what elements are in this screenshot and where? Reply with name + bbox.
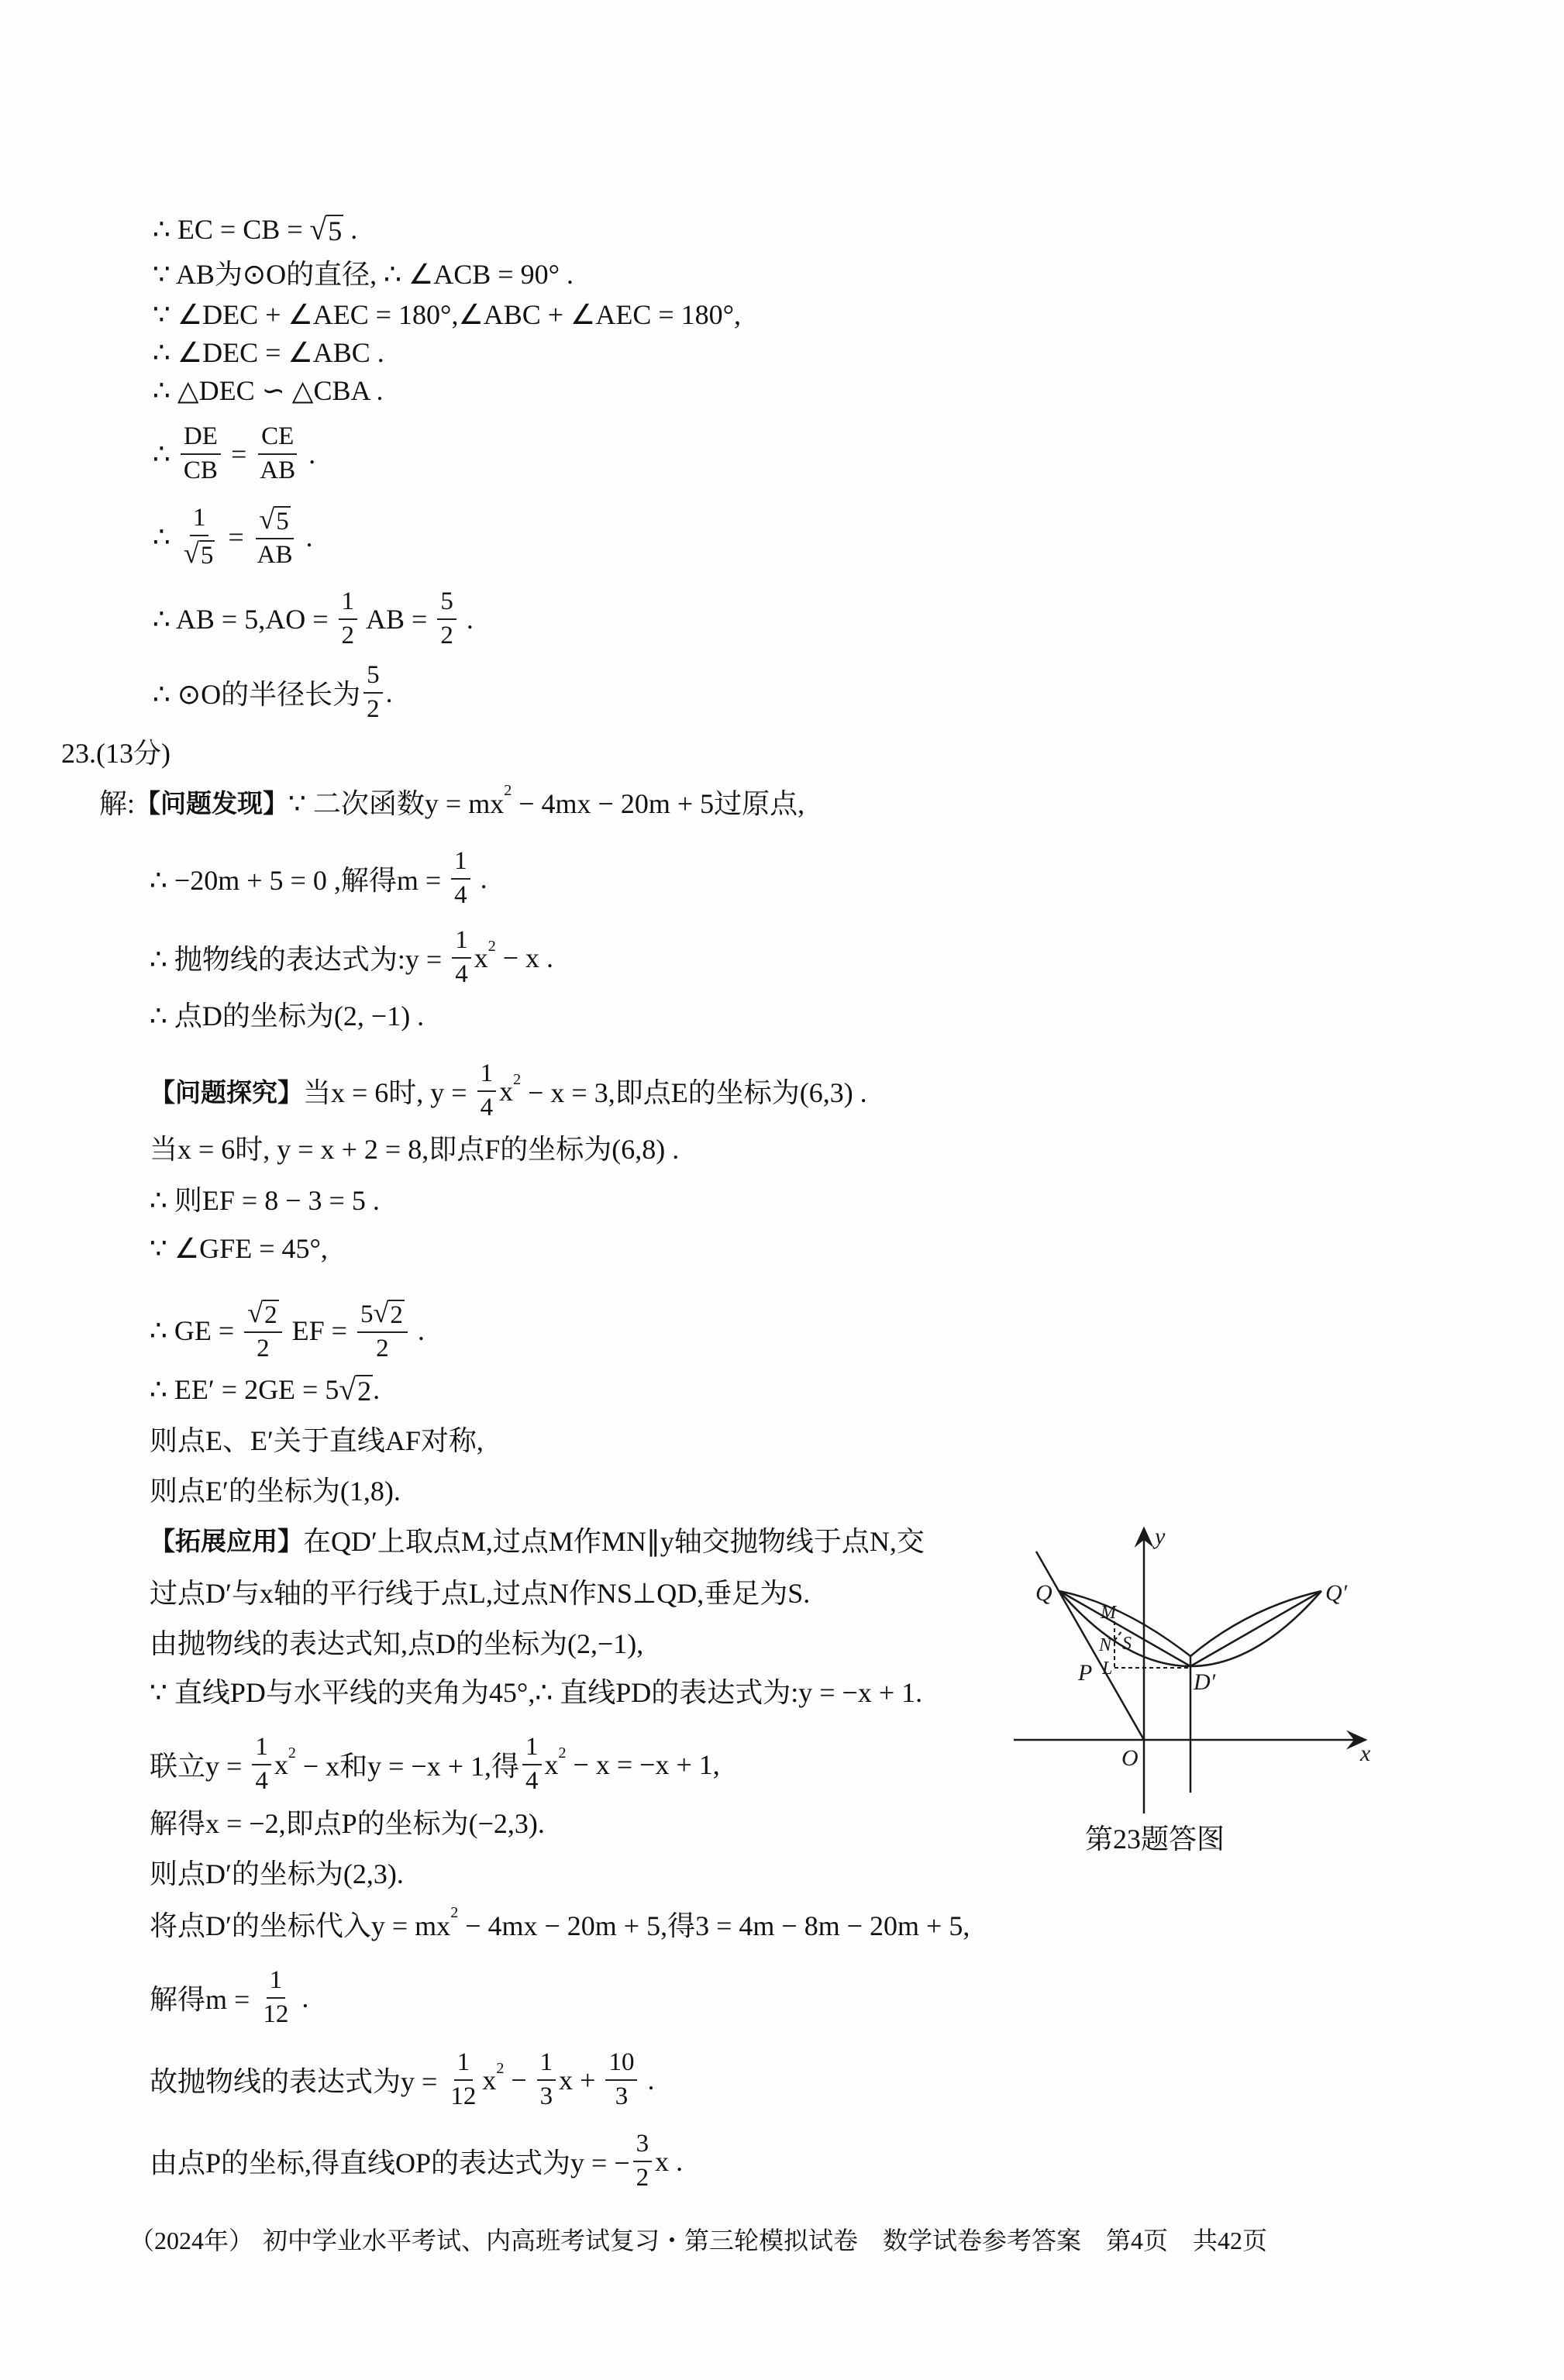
math-text: 1 [341, 587, 355, 615]
numerator [363, 661, 383, 694]
line-op [1036, 1552, 1144, 1740]
math-text: 2 [341, 621, 355, 649]
math-text: 1 [269, 1966, 283, 1994]
solution-line [153, 422, 315, 486]
fraction [257, 422, 298, 486]
superscript: 2 [513, 1071, 522, 1089]
denominator [253, 1333, 273, 1364]
math-text: 2 [440, 621, 453, 649]
math-text: 由抛物线的表达式知,点D的坐标为(2,−1), [150, 1627, 644, 1659]
math-text: x . [655, 2145, 684, 2177]
radical-sign: √ [373, 1297, 389, 1328]
numerator [451, 847, 470, 880]
math-text: 1 [525, 1733, 539, 1761]
math-text: ∵ 二次函数y = mx [288, 787, 505, 819]
math-text: 4 [525, 1766, 539, 1795]
math-text: 1 [455, 926, 468, 954]
label-o: O [1121, 1745, 1139, 1771]
numerator [605, 2048, 637, 2081]
math-text: ∴ 则EF = 8 − 3 = 5 . [150, 1184, 380, 1216]
denominator [522, 1765, 542, 1796]
math-text: = [221, 521, 251, 553]
math-text: x + [559, 2064, 603, 2096]
math-text: . [301, 438, 316, 470]
math-text: − x . [495, 942, 554, 973]
solution-line [150, 1059, 867, 1123]
fraction [537, 2048, 556, 2112]
solution-line [153, 367, 383, 414]
solution-line [150, 1900, 970, 1947]
fraction [477, 1059, 497, 1123]
section-heading: 【问题发现】 [135, 787, 289, 818]
square-root [259, 504, 290, 536]
denominator [181, 536, 218, 570]
numerator [339, 587, 358, 620]
radicand: 2 [357, 1376, 372, 1407]
numerator [267, 1966, 286, 1999]
solution-line [150, 1415, 484, 1462]
math-text: 1 [456, 2048, 470, 2076]
fraction [437, 587, 456, 651]
label-q-prime: Q′ [1325, 1580, 1348, 1606]
math-text: x [499, 1075, 514, 1107]
numerator [633, 2130, 653, 2162]
numerator [522, 1733, 542, 1765]
solution-line [150, 1124, 679, 1170]
segment-dq [1190, 1591, 1321, 1666]
fraction [452, 926, 471, 990]
denominator [477, 1092, 497, 1123]
denominator [633, 2162, 653, 2193]
fraction [363, 661, 383, 725]
denominator [437, 620, 456, 651]
label-n: N [1099, 1635, 1112, 1655]
solution-line [150, 926, 553, 990]
solution-line [150, 990, 424, 1037]
solution-line [150, 1516, 925, 1562]
fraction [357, 1297, 408, 1364]
radical-sign: √ [247, 1297, 264, 1328]
superscript: 2 [288, 1745, 296, 1762]
math-text: 5 [360, 1300, 374, 1328]
solution-line [150, 1175, 380, 1221]
math-text: 5 [367, 661, 380, 689]
math-text: 4 [455, 959, 468, 988]
solution-line [150, 1225, 328, 1272]
math-text: ∵ ∠DEC + ∠AEC = 180°,∠ABC + ∠AEC = 180°, [153, 299, 742, 330]
math-text: 则点E、E′关于直线AF对称, [150, 1424, 484, 1456]
numerator [477, 1059, 497, 1092]
math-text: AB = [360, 603, 435, 635]
math-text: ∵ ∠GFE = 45°, [150, 1233, 328, 1264]
denominator [260, 1999, 291, 2030]
math-text: 23.(13分) [61, 737, 171, 769]
math-text: . [459, 603, 474, 635]
math-text: 3 [539, 2082, 553, 2110]
radicand: 5 [200, 542, 214, 570]
math-text: 则点D′的坐标为(2,3). [150, 1858, 404, 1889]
math-text: − 4mx − 20m + 5过原点, [512, 787, 805, 819]
math-text: ∴ 抛物线的表达式为:y = [150, 944, 450, 976]
math-text: 12 [263, 1999, 289, 2028]
math-text: 解: [99, 787, 136, 819]
denominator [181, 455, 221, 486]
numerator [244, 1297, 281, 1333]
denominator [373, 1333, 392, 1364]
section-heading: 【拓展应用】 [150, 1525, 303, 1556]
math-text: AB [257, 540, 293, 569]
math-text: 过点D′与x轴的平行线于点L,过点N作NS⊥QD,垂足为S. [150, 1577, 811, 1609]
denominator [447, 2081, 479, 2112]
denominator [612, 2081, 632, 2112]
radical-sign: √ [259, 504, 275, 535]
solution-line [150, 1798, 545, 1844]
label-m: M [1101, 1603, 1116, 1623]
label-l: L [1102, 1658, 1113, 1679]
math-text: 将点D′的坐标代入y = mx [150, 1910, 451, 1941]
math-text: − x = −x + 1, [566, 1748, 720, 1780]
numerator [190, 504, 209, 536]
denominator [252, 1765, 271, 1796]
math-text: CB [183, 456, 218, 484]
math-text: 3 [615, 2082, 629, 2110]
label-y: y [1155, 1524, 1166, 1549]
math-text: − [504, 2064, 534, 2096]
math-text: CE [261, 422, 295, 450]
curve-upper [1059, 1591, 1321, 1656]
solution-line [153, 206, 357, 253]
math-text: − x和y = −x + 1,得 [295, 1751, 520, 1782]
radicand: 5 [276, 508, 289, 536]
math-text: ∴ EE′ = 2GE = 5 [150, 1374, 339, 1405]
math-text: x [482, 2064, 497, 2096]
numerator [258, 422, 297, 455]
math-text: 5 [440, 587, 453, 615]
fraction [252, 1733, 271, 1796]
math-text: ∵ AB为⊙O的直径, ∴ ∠ACB = 90° . [153, 258, 574, 290]
segment-qd [1059, 1591, 1190, 1666]
fraction [181, 422, 221, 486]
math-text: x [274, 1748, 288, 1780]
solution-line [153, 504, 312, 570]
solution-line [150, 1466, 401, 1512]
fraction [260, 1966, 291, 2030]
math-text: . [373, 1374, 381, 1405]
solution-line [150, 847, 487, 911]
math-text: ∴ ⊙O的半径长为 [153, 679, 361, 711]
label-s: S [1122, 1634, 1132, 1654]
square-root [184, 538, 215, 570]
superscript: 2 [558, 1745, 567, 1762]
math-text: 解得x = −2,即点P的坐标为(−2,3). [150, 1807, 545, 1839]
math-text: ∴ −20m + 5 = 0 ,解得m = [150, 865, 449, 897]
denominator [254, 539, 296, 570]
superscript: 2 [487, 938, 496, 956]
label-x: x [1360, 1741, 1371, 1766]
label-q: Q [1035, 1580, 1052, 1606]
solution-line [150, 1618, 643, 1665]
numerator [537, 2048, 556, 2081]
math-text: . [640, 2064, 655, 2096]
solution-line [153, 587, 474, 651]
math-text: DE [183, 422, 218, 450]
math-text: ∵ 直线PD与水平线的夹角为45°,∴ 直线PD的表达式为:y = −x + 1. [150, 1676, 923, 1708]
radical-sign: √ [339, 1373, 357, 1407]
superscript: 2 [450, 1903, 459, 1921]
math-text: ∴ GE = [150, 1314, 242, 1346]
segment-ns [1114, 1631, 1121, 1641]
math-text: 10 [608, 2048, 635, 2076]
fraction [447, 2048, 479, 2112]
math-text: = [223, 438, 254, 470]
math-text: 则点E′的坐标为(1,8). [150, 1475, 401, 1507]
denominator [451, 880, 470, 911]
fraction [633, 2130, 653, 2193]
label-d-prime: D′ [1194, 1669, 1216, 1695]
section-heading: 【问题探究】 [150, 1077, 303, 1108]
math-text: ∴ ∠DEC = ∠ABC . [153, 337, 384, 368]
math-text: ∴ [153, 438, 177, 470]
math-text: 由点P的坐标,得直线OP的表达式为y = − [150, 2148, 630, 2179]
math-text: 12 [450, 2082, 477, 2110]
math-text: 解得m = [150, 1984, 257, 2016]
radicand: 2 [390, 1301, 403, 1330]
label-p: P [1078, 1660, 1093, 1686]
math-text: 1 [255, 1733, 268, 1761]
solution-line [150, 1667, 922, 1714]
math-text: − 4mx − 20m + 5,得3 = 4m − 8m − 20m + 5, [458, 1910, 970, 1941]
solution-line [150, 2130, 683, 2193]
solution-line [150, 1966, 308, 2030]
fraction [181, 504, 218, 570]
fraction [522, 1733, 542, 1796]
solution-line [150, 2048, 654, 2112]
math-text: 2 [636, 2163, 649, 2192]
square-root [339, 1372, 373, 1407]
denominator [339, 620, 358, 651]
math-text: − x = 3,即点E的坐标为(6,3) . [521, 1077, 867, 1109]
math-text: ∴ EC = CB = [153, 214, 310, 245]
page-footer: （2024年） 初中学业水平考试、内高班考试复习・第三轮模拟试卷 数学试卷参考答案 第4页 共42页 [129, 2227, 1268, 2254]
math-text: AB [260, 456, 296, 484]
denominator [537, 2081, 556, 2112]
solution-line [150, 1848, 404, 1895]
math-text: 2 [376, 1334, 389, 1362]
superscript: 2 [504, 781, 512, 799]
math-text: ∴ △DEC ∽ △CBA . [153, 375, 384, 406]
solution-line [150, 1568, 810, 1614]
numerator [437, 587, 456, 620]
math-text: 4 [255, 1766, 268, 1795]
radicand: 5 [328, 215, 343, 247]
math-text: 2 [257, 1334, 270, 1362]
math-text: x [474, 942, 488, 973]
math-text: 1 [480, 1059, 494, 1087]
denominator [452, 959, 471, 990]
fraction [605, 2048, 637, 2112]
math-text: 3 [636, 2130, 649, 2158]
math-text: 故抛物线的表达式为y = [150, 2066, 445, 2098]
solution-line [153, 661, 393, 725]
math-text: 当x = 6时, y = x + 2 = 8,即点F的坐标为(6,8) . [150, 1133, 680, 1165]
math-text: 1 [192, 504, 206, 532]
denominator [257, 455, 298, 486]
fraction [254, 504, 296, 570]
math-text: . [298, 521, 313, 553]
radical-sign: √ [309, 212, 327, 246]
figure-caption: 第23题答图 [1085, 1824, 1225, 1855]
square-root [373, 1297, 404, 1330]
fraction [339, 587, 358, 651]
math-text: 在QD′上取点M,过点M作MN∥y轴交抛物线于点N,交 [303, 1525, 925, 1557]
math-text: 2 [367, 694, 380, 723]
math-text: . [410, 1314, 425, 1346]
solution-line [99, 778, 804, 825]
math-text: 1 [539, 2048, 553, 2076]
math-text: ∴ 点D的坐标为(2, −1) . [150, 1000, 425, 1032]
numerator [357, 1297, 408, 1333]
solution-line [153, 249, 574, 295]
math-text: . [343, 214, 358, 245]
numerator [181, 422, 221, 455]
math-text: 联立y = [150, 1751, 250, 1782]
math-text: ∴ AB = 5,AO = [153, 603, 336, 635]
square-root [310, 212, 344, 247]
math-text: x [544, 1748, 559, 1780]
math-text: 4 [454, 880, 467, 909]
math-text: 当x = 6时, y = [303, 1077, 474, 1109]
solution-line [150, 1733, 720, 1796]
fraction [451, 847, 470, 911]
math-text: . [473, 863, 487, 894]
math-text: . [295, 1982, 309, 2013]
square-root [247, 1297, 278, 1330]
math-text: . [385, 677, 393, 708]
numerator [252, 1733, 271, 1765]
solution-line [150, 1366, 380, 1413]
denominator [363, 694, 383, 725]
numerator [452, 926, 471, 959]
radicand: 2 [264, 1301, 277, 1330]
radical-sign: √ [183, 537, 199, 569]
math-text: ∴ [153, 521, 177, 553]
math-text: EF = [284, 1314, 354, 1346]
numerator [256, 504, 293, 539]
parabola-lower [1059, 1591, 1321, 1666]
math-text: 1 [454, 847, 467, 875]
numerator [454, 2048, 474, 2081]
math-text: 4 [480, 1093, 494, 1121]
superscript: 2 [496, 2060, 505, 2078]
fraction [244, 1297, 281, 1364]
solution-line [150, 1297, 425, 1364]
question-number [61, 728, 171, 774]
